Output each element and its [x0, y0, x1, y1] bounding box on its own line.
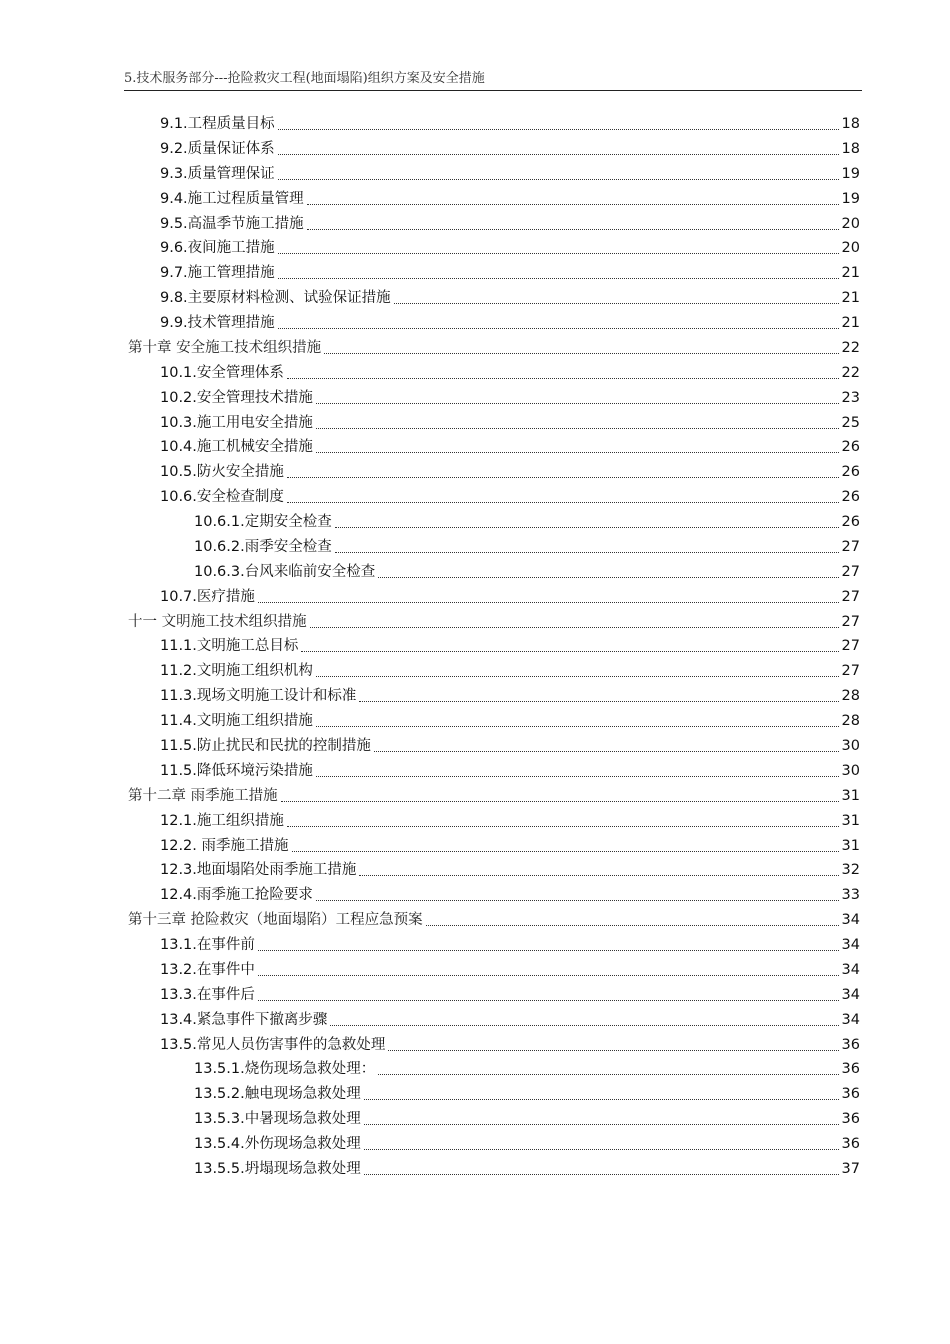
header-title: 5.技术服务部分---抢险救灾工程(地面塌陷)组织方案及安全措施	[124, 71, 485, 86]
toc-dot-leader	[378, 577, 838, 578]
toc-entry-title: 9.8.主要原材料检测、试验保证措施	[160, 290, 391, 307]
toc-dot-leader	[258, 602, 839, 603]
toc-entry[interactable]	[128, 338, 860, 358]
toc-entry-title: 10.5.防火安全措施	[160, 464, 284, 481]
toc-entry-page-number: 31	[841, 812, 860, 829]
toc-dot-leader	[287, 502, 839, 503]
toc-entry[interactable]	[160, 761, 860, 781]
toc-entry-page-number: 26	[841, 489, 860, 506]
toc-entry-title: 10.6.2.雨季安全检查	[194, 538, 332, 555]
toc-entry-title: 9.6.夜间施工措施	[160, 240, 275, 257]
toc-dot-leader	[278, 154, 839, 155]
toc-entry-page-number: 27	[841, 563, 860, 580]
toc-entry-title: 12.1.施工组织措施	[160, 812, 284, 829]
toc-entry-title: 第十三章 抢险救灾（地面塌陷）工程应急预案	[128, 912, 423, 929]
toc-dot-leader	[316, 403, 839, 404]
toc-dot-leader	[364, 1149, 839, 1150]
toc-entry-title: 11.5.降低环境污染措施	[160, 762, 313, 779]
toc-entry-page-number: 36	[841, 1061, 860, 1078]
toc-entry[interactable]	[160, 288, 860, 308]
toc-entry-page-number: 18	[841, 140, 860, 157]
toc-dot-leader	[258, 950, 839, 951]
toc-entry[interactable]	[160, 960, 860, 980]
toc-entry-page-number: 26	[841, 514, 860, 531]
toc-dot-leader	[301, 651, 838, 652]
toc-entry[interactable]	[160, 736, 860, 756]
toc-entry-title: 10.6.3.台风来临前安全检查	[194, 563, 376, 580]
toc-entry-title: 9.5.高温季节施工措施	[160, 215, 304, 232]
toc-entry[interactable]	[128, 786, 860, 806]
toc-entry-page-number: 27	[841, 538, 860, 555]
toc-entry-title: 12.2. 雨季施工措施	[160, 837, 289, 854]
toc-entry[interactable]	[160, 313, 860, 333]
toc-entry[interactable]	[194, 1059, 860, 1079]
toc-entry[interactable]	[160, 636, 860, 656]
toc-entry-title: 13.1.在事件前	[160, 937, 255, 954]
toc-entry-page-number: 21	[841, 315, 860, 332]
toc-entry[interactable]	[160, 885, 860, 905]
toc-dot-leader	[278, 328, 839, 329]
toc-entry-title: 10.4.施工机械安全措施	[160, 439, 313, 456]
page-header	[124, 70, 862, 91]
toc-dot-leader	[292, 851, 839, 852]
toc-dot-leader	[258, 1000, 839, 1001]
toc-dot-leader	[278, 129, 839, 130]
toc-dot-leader	[364, 1124, 839, 1125]
toc-entry-title: 9.4.施工过程质量管理	[160, 190, 304, 207]
toc-entry-title: 10.6.安全检查制度	[160, 489, 284, 506]
toc-entry-page-number: 36	[841, 1086, 860, 1103]
toc-entry-title: 9.9.技术管理措施	[160, 315, 275, 332]
toc-entry-title: 13.5.3.中暑现场急救处理	[194, 1111, 361, 1128]
toc-entry-title: 12.4.雨季施工抢险要求	[160, 887, 313, 904]
toc-entry-title: 10.7.医疗措施	[160, 588, 255, 605]
toc-dot-leader	[335, 527, 839, 528]
toc-entry[interactable]	[160, 935, 860, 955]
toc-entry-page-number: 21	[841, 290, 860, 307]
toc-entry-page-number: 27	[841, 613, 860, 630]
toc-entry-page-number: 34	[841, 986, 860, 1003]
toc-entry[interactable]	[160, 388, 860, 408]
toc-entry[interactable]	[160, 114, 860, 134]
toc-entry[interactable]	[128, 612, 860, 632]
toc-entry-title: 13.5.5.坍塌现场急救处理	[194, 1160, 361, 1177]
toc-entry-page-number: 31	[841, 837, 860, 854]
toc-entry[interactable]	[194, 562, 860, 582]
toc-entry[interactable]	[160, 437, 860, 457]
toc-dot-leader	[324, 353, 838, 354]
toc-entry-page-number: 21	[841, 265, 860, 282]
toc-dot-leader	[316, 900, 839, 901]
toc-entry-title: 十一 文明施工技术组织措施	[128, 613, 307, 630]
toc-entry-title: 9.2.质量保证体系	[160, 140, 275, 157]
toc-entry[interactable]	[160, 811, 860, 831]
toc-entry[interactable]	[160, 413, 860, 433]
toc-entry-title: 9.3.质量管理保证	[160, 165, 275, 182]
toc-dot-leader	[278, 278, 839, 279]
toc-entry-title: 13.2.在事件中	[160, 961, 255, 978]
toc-entry[interactable]	[160, 238, 860, 258]
toc-entry-title: 9.1.工程质量目标	[160, 116, 275, 132]
toc-entry[interactable]	[160, 587, 860, 607]
toc-entry[interactable]	[160, 164, 860, 184]
toc-dot-leader	[364, 1174, 839, 1175]
toc-entry-page-number: 27	[841, 588, 860, 605]
toc-dot-leader	[426, 925, 839, 926]
toc-dot-leader	[335, 552, 839, 553]
toc-entry-title: 第十章 安全施工技术组织措施	[128, 339, 322, 356]
toc-dot-leader	[287, 378, 839, 379]
toc-entry-title: 12.3.地面塌陷处雨季施工措施	[160, 862, 357, 879]
toc-entry-page-number: 28	[841, 713, 860, 730]
toc-entry-page-number: 28	[841, 688, 860, 705]
toc-entry[interactable]	[194, 1109, 860, 1129]
toc-dot-leader	[278, 179, 839, 180]
toc-dot-leader	[316, 428, 839, 429]
toc-entry-page-number: 27	[841, 638, 860, 655]
toc-dot-leader	[316, 776, 839, 777]
toc-entry-page-number: 31	[841, 787, 860, 804]
toc-dot-leader	[287, 477, 839, 478]
toc-entry-page-number: 23	[841, 389, 860, 406]
toc-entry-page-number: 30	[841, 762, 860, 779]
toc-entry[interactable]	[160, 661, 860, 681]
toc-entry-title: 10.1.安全管理体系	[160, 364, 284, 381]
toc-entry[interactable]	[160, 263, 860, 283]
toc-entry[interactable]	[128, 910, 860, 930]
toc-entry-page-number: 36	[841, 1036, 860, 1053]
toc-entry[interactable]	[194, 1084, 860, 1104]
toc-entry-page-number: 34	[841, 1011, 860, 1028]
toc-entry[interactable]	[160, 487, 860, 507]
toc-entry[interactable]	[160, 836, 860, 856]
toc-entry[interactable]	[160, 462, 860, 482]
toc-entry-page-number: 20	[841, 215, 860, 232]
toc-entry-title: 13.5.1.烧伤现场急救处理：	[194, 1061, 376, 1078]
toc-dot-leader	[281, 801, 839, 802]
toc-dot-leader	[316, 452, 839, 453]
toc-entry[interactable]	[160, 189, 860, 209]
toc-entry-page-number: 22	[841, 339, 860, 356]
toc-dot-leader	[278, 253, 839, 254]
toc-dot-leader	[394, 303, 839, 304]
toc-entry-title: 11.4.文明施工组织措施	[160, 713, 313, 730]
toc-entry-title: 第十二章 雨季施工措施	[128, 787, 278, 804]
toc-entry-title: 10.3.施工用电安全措施	[160, 414, 313, 431]
toc-dot-leader	[316, 726, 839, 727]
toc-dot-leader	[378, 1074, 838, 1075]
toc-entry-page-number: 37	[841, 1160, 860, 1177]
toc-entry[interactable]	[194, 537, 860, 557]
toc-dot-leader	[359, 701, 838, 702]
toc-entry[interactable]	[160, 1035, 860, 1055]
toc-entry-title: 13.5.2.触电现场急救处理	[194, 1086, 361, 1103]
toc-entry-title: 13.5.4.外伤现场急救处理	[194, 1136, 361, 1153]
toc-entry[interactable]	[160, 860, 860, 880]
toc-entry[interactable]	[194, 1134, 860, 1154]
toc-entry-page-number: 19	[841, 190, 860, 207]
toc-entry-title: 11.5.防止扰民和民扰的控制措施	[160, 738, 371, 754]
toc-entry-page-number: 33	[841, 887, 860, 904]
toc-entry-title: 11.3.现场文明施工设计和标准	[160, 688, 357, 705]
toc-dot-leader	[258, 975, 839, 976]
toc-entry-page-number: 32	[841, 862, 860, 879]
toc-entry-page-number: 27	[841, 663, 860, 680]
toc-entry-page-number: 25	[841, 414, 860, 431]
toc-entry-title: 13.5.常见人员伤害事件的急救处理	[160, 1036, 386, 1053]
toc-entry[interactable]	[160, 711, 860, 731]
toc-entry-title: 9.7.施工管理措施	[160, 265, 275, 282]
toc-dot-leader	[364, 1099, 839, 1100]
toc-entry[interactable]	[194, 512, 860, 532]
toc-entry-page-number: 26	[841, 439, 860, 456]
toc-entry-page-number: 36	[841, 1136, 860, 1153]
toc-entry-title: 13.3.在事件后	[160, 986, 255, 1003]
toc-entry[interactable]	[160, 214, 860, 234]
toc-dot-leader	[374, 751, 839, 752]
toc-entry[interactable]	[160, 985, 860, 1005]
toc-entry[interactable]	[160, 686, 860, 706]
toc-entry[interactable]	[160, 363, 860, 383]
toc-dot-leader	[388, 1050, 838, 1051]
toc-dot-leader	[307, 204, 839, 205]
toc-entry[interactable]	[160, 139, 860, 159]
toc-entry-title: 13.4.紧急事件下撤离步骤	[160, 1011, 328, 1028]
toc-entry-page-number: 36	[841, 1111, 860, 1128]
toc-entry-page-number: 34	[841, 912, 860, 929]
toc-dot-leader	[316, 676, 839, 677]
toc-entry-title: 10.6.1.定期安全检查	[194, 514, 332, 531]
toc-entry-page-number: 30	[841, 738, 860, 754]
toc-dot-leader	[359, 875, 838, 876]
toc-dot-leader	[307, 229, 839, 230]
toc-entry-title: 11.2.文明施工组织机构	[160, 663, 313, 680]
toc-entry-page-number: 34	[841, 961, 860, 978]
toc-entry-title: 11.1.文明施工总目标	[160, 638, 299, 655]
toc-dot-leader	[330, 1025, 838, 1026]
toc-entry-page-number: 34	[841, 937, 860, 954]
toc-entry-page-number: 26	[841, 464, 860, 481]
toc-entry-page-number: 22	[841, 364, 860, 381]
toc-dot-leader	[287, 826, 839, 827]
toc-entry-page-number: 19	[841, 165, 860, 182]
toc-entry-title: 10.2.安全管理技术措施	[160, 389, 313, 406]
toc-entry[interactable]	[194, 1159, 860, 1179]
toc-entry-page-number: 18	[841, 116, 860, 132]
toc-dot-leader	[310, 627, 839, 628]
toc-entry[interactable]	[160, 1010, 860, 1030]
toc-entry-page-number: 20	[841, 240, 860, 257]
